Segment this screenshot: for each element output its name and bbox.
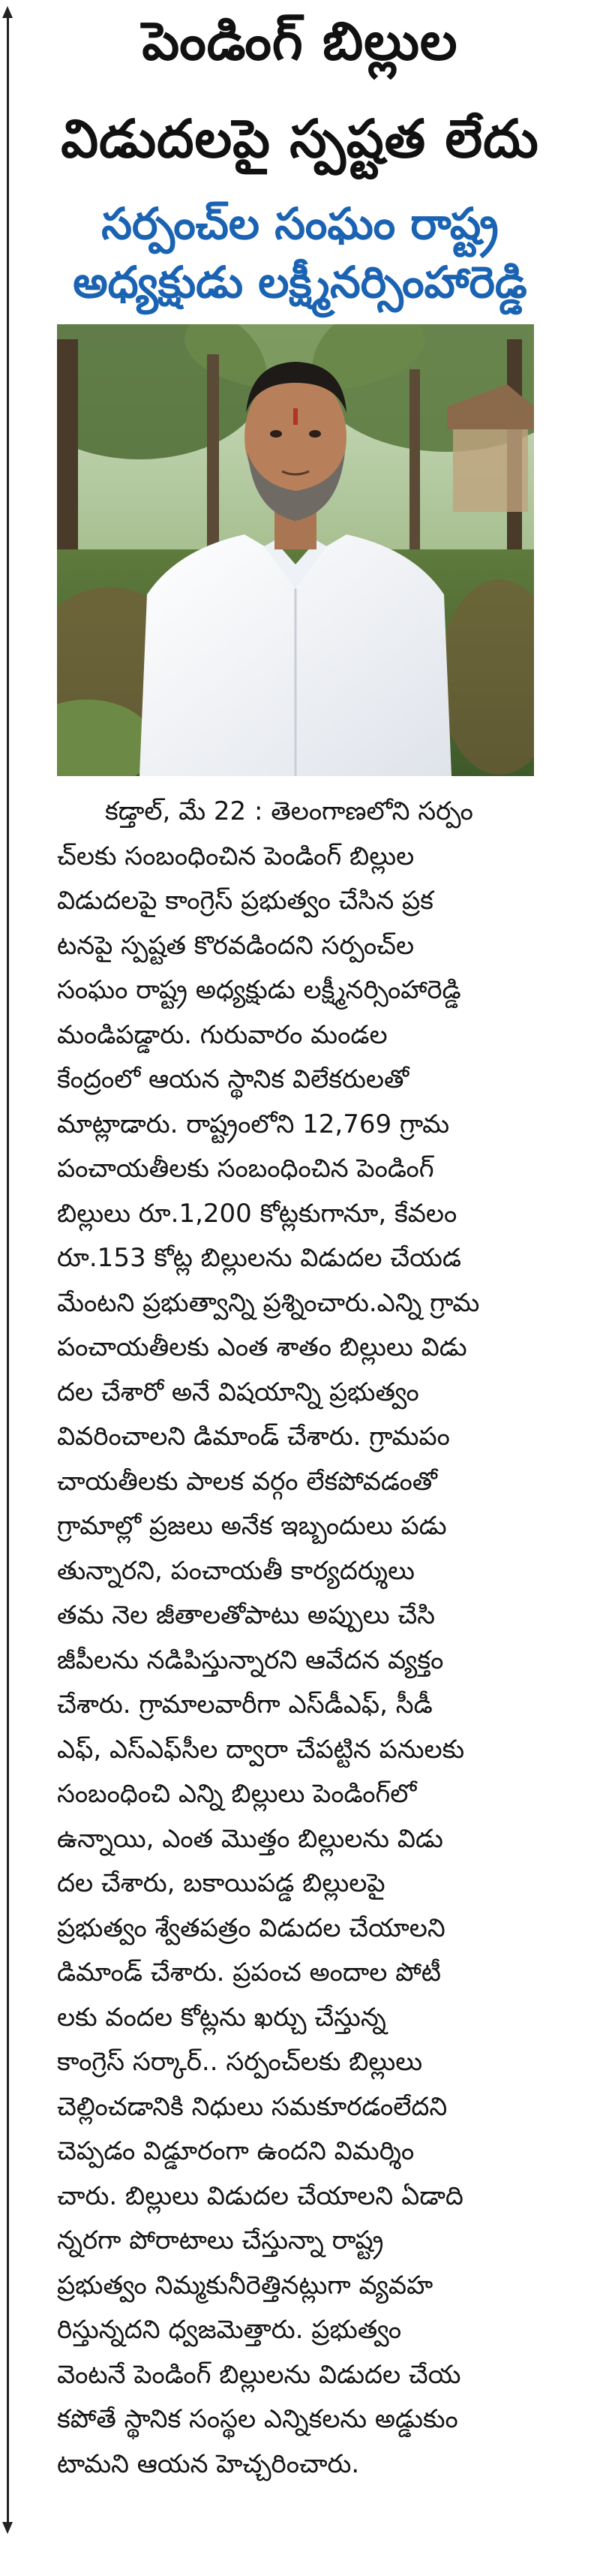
- body-line: ఎఫ్‌, ఎస్‌ఎఫ్‌సీల ద్వారా చేపట్టిన పనులకు: [57, 1734, 465, 1765]
- subheadline-line-1: సర్పంచ్‌ల సంఘం రాష్ట్ర: [101, 198, 499, 249]
- body-line: చ్‌లకు సంబంధించిన పెండింగ్‌ బిల్లుల: [57, 841, 415, 871]
- body-line: దల చేశారు, బకాయిపడ్డ బిల్లులపై: [57, 1868, 386, 1898]
- body-line: మండిపడ్డారు. గురువారం మండల: [57, 1019, 388, 1050]
- body-line: మాట్లాడారు. రాష్ట్రంలోని 12,769 గ్రామ: [57, 1109, 450, 1139]
- body-line: బిల్లులు రూ.1,200 కోట్లకుగానూ, కేవలం: [57, 1198, 458, 1229]
- body-line: కపోతే స్థానిక సంస్థల ఎన్నికలను అడ్డుకుం: [57, 2404, 458, 2434]
- body-line: కాంగ్రెస్‌ సర్కార్‌.. సర్పంచ్‌లకు బిల్లులు: [57, 2047, 423, 2077]
- body-line: రూ.153 కోట్ల బిల్లులను విడుదల చేయడ: [57, 1243, 462, 1273]
- body-line: న్నరగా పోరాటాలు చేస్తున్నా రాష్ట్ర: [57, 2225, 384, 2256]
- body-line: సంఘం రాష్ట్ర అధ్యక్షుడు లక్ష్మీనర్సింహారెడ్డి: [57, 975, 461, 1005]
- body-line: సంబంధించి ఎన్ని బిల్లులు పెండింగ్‌లో: [57, 1779, 417, 1809]
- body-line: తున్నారని, పంచాయతీ కార్యదర్శులు: [57, 1555, 415, 1586]
- body-line: మేంటని ప్రభుత్వాన్ని ప్రశ్నించారు.ఎన్ని గ్రామ: [57, 1287, 480, 1318]
- body-line: వెంటనే పెండింగ్‌ బిల్లులను విడుదల చేయ: [57, 2359, 461, 2390]
- body-line: టనపై స్పష్టత కొరవడిందని సర్పంచ్‌ల: [57, 930, 415, 961]
- headline-line-1: పెండింగ్ బిల్లుల: [142, 11, 458, 72]
- subheadline-line-2: అధ్యక్షుడు లక్ష్మీనర్సింహారెడ్డి: [73, 257, 527, 308]
- body-line: కేంద్రంలో ఆయన స్థానిక విలేకరులతో: [57, 1064, 410, 1094]
- body-line: రిస్తున్నదని ధ్వజమెత్తారు. ప్రభుత్వం: [57, 2315, 402, 2345]
- body-line: ప్రభుత్వం నిమ్మకునీరెత్తినట్లుగా వ్యవహ: [57, 2270, 434, 2301]
- body-line: దల చేశారో అనే విషయాన్ని ప్రభుత్వం: [57, 1377, 419, 1407]
- body-line: ప్రభుత్వం శ్వేతపత్రం విడుదల చేయాలని: [57, 1912, 446, 1943]
- portrait-image: [57, 324, 534, 776]
- body-line: తమ నెల జీతాలతోపాటు అప్పులు చేసి: [57, 1600, 436, 1630]
- body-line: పంచాయతీలకు ఎంత శాతం బిల్లులు విడు: [57, 1332, 467, 1362]
- body-line: ఉన్నాయి, ఎంత మొత్తం బిల్లులను విడు: [57, 1823, 443, 1854]
- body-line: డిమాండ్‌ చేశారు. ప్రపంచ అందాల పోటీ: [57, 1958, 442, 1988]
- body-line: జీపీలను నడిపిస్తున్నారని ఆవేదన వ్యక్తం: [57, 1645, 444, 1675]
- headline-line-2: విడుదలపై స్పష్టత లేదు: [61, 108, 539, 170]
- body-line: టామని ఆయన హెచ్చరించారు.: [57, 2448, 360, 2479]
- body-line: లకు వందల కోట్లను ఖర్చు చేస్తున్న: [57, 2002, 386, 2033]
- body-line: చారు. బిల్లులు విడుదల చేయాలని ఏడాది: [57, 2180, 464, 2211]
- article-photo: [57, 324, 534, 776]
- body-line: కడ్తాల్‌, మే 22 : తెలంగాణలోని సర్పం: [105, 796, 473, 826]
- column-rule-arrow-bottom-icon: [2, 2522, 13, 2534]
- column-rule: [7, 17, 9, 2523]
- body-line: చాయతీలకు పాలక వర్గం లేకపోవడంతో: [57, 1466, 437, 1497]
- body-line: విడుదలపై కాంగ్రెస్‌ ప్రభుత్వం చేసిన ప్రక: [57, 886, 434, 916]
- body-line: పంచాయతీలకు సంబంధించిన పెండింగ్‌: [57, 1154, 434, 1184]
- body-line: వివరించాలని డిమాండ్‌ చేశారు. గ్రామపం: [57, 1422, 450, 1452]
- body-line: చెల్లించడానికి నిధులు సమకూరడంలేదని: [57, 2091, 448, 2122]
- body-line: చెప్పడం విడ్డూరంగా ఉందని విమర్శిం: [57, 2136, 415, 2166]
- body-line: చేశారు. గ్రామాలవారీగా ఎస్‌డీఎఫ్‌, సీడీ: [57, 1690, 433, 1720]
- body-line: గ్రామాల్లో ప్రజలు అనేక ఇబ్బందులు పడు: [57, 1511, 447, 1541]
- article-body: [57, 790, 534, 2487]
